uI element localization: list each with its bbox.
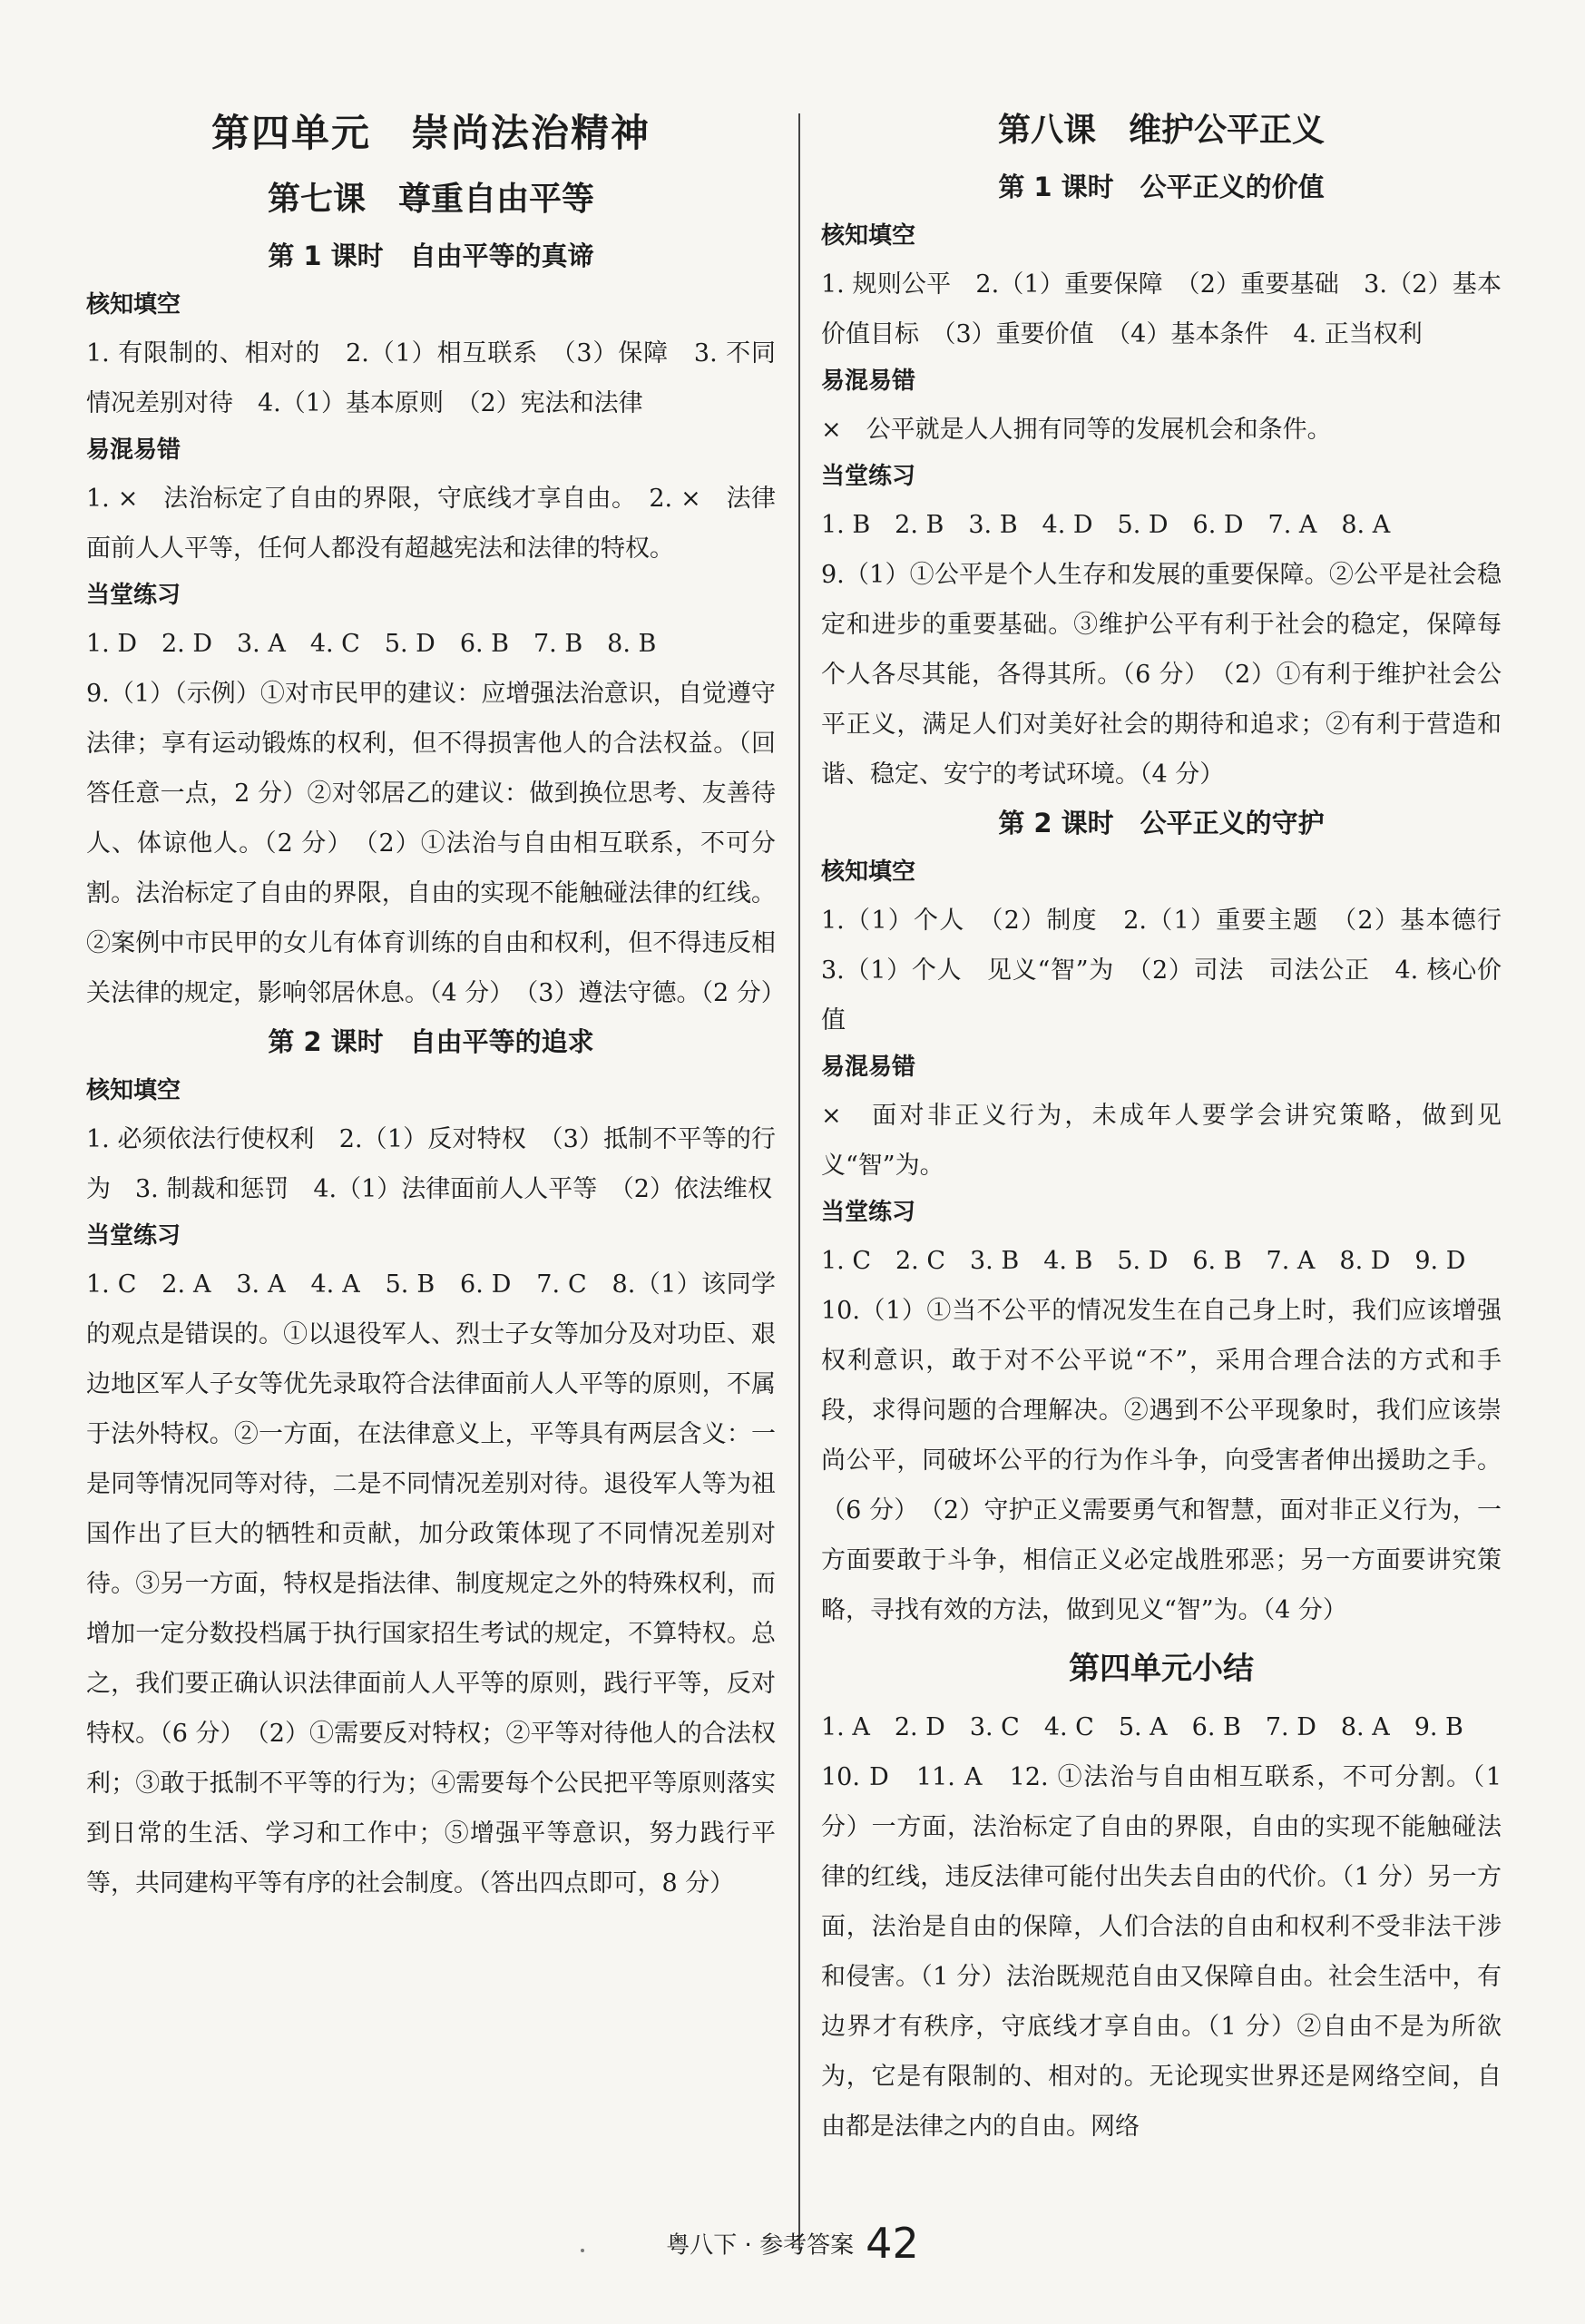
section-heading: 核知填空 xyxy=(821,222,916,250)
section-heading: 当堂练习 xyxy=(821,463,916,490)
choice-answers: 1. C 2. C 3. B 4. B 5. D 6. B 7. A 8. D 9. D xyxy=(821,1247,1466,1275)
confusion-answers: 1. × 法治标定了自由的界限，守底线才享自由。 2. × 法律面前人人平等，任何人都没有超越宪法和法律的特权。 xyxy=(86,485,776,563)
page-footer xyxy=(0,2219,1585,2268)
open-answer: 9.（1）①公平是个人生存和发展的重要保障。②公平是社会稳定和进步的重要基础。③维护公平有利于社会的稳定，保障每个人各尽其能，各得其所。（6 分） （2）①有利于维护社会公平正义，满足人们对美好社会的期待和追求；②有利于营造和谐、稳定、安宁的考试环境。（4 分） xyxy=(821,561,1502,789)
left-column xyxy=(86,100,786,1908)
column-divider xyxy=(798,113,800,2250)
practice-answers: 1. C 2. A 3. A 4. A 5. B 6. D 7. C 8.（1）该同学的观点是错误的。①以退役军人、烈士子女等加分及对功臣、艰边地区军人子女等优先录取符合法律面前人人平等的原则，不属于法外特权。②一方面，在法律意义上，平等具有两层含义：一是同等情况同等对待，二是不同情况差别对待。退役军人等为祖国作出了巨大的牺牲和贡献，加分政策体现了不同情况差别对待。③另一方面，特权是指法律、制度规定之外的特殊权利，而增加一定分数投档属于执行国家招生考试的规定，不算特权。总之，我们要正确认识法律面前人人平等的原则，践行平等，反对特权。（6 分） （2）①需要反对特权；②平等对待他人的合法权利；③敢于抵制不平等的行为；④需要每个公民把平等原则落实到日常的生活、学习和工作中；⑤增强平等意识，努力践行平等，共同建构平等有序的社会制度。（答出四点即可，8 分） xyxy=(86,1270,776,1897)
choice-answers: 1. D 2. D 3. A 4. C 5. D 6. B 7. B 8. B xyxy=(86,630,657,658)
section-heading: 易混易错 xyxy=(86,436,181,464)
page-number: 42 xyxy=(866,2219,919,2268)
unit-title: 第四单元 崇尚法治精神 xyxy=(210,111,651,155)
lesson-title-8: 第八课 维护公平正义 xyxy=(997,112,1325,149)
section-heading: 核知填空 xyxy=(821,858,916,886)
summary-answer: 10. D 11. A 12. ①法治与自由相互联系，不可分割。（1 分）一方面，法治标定了自由的界限，自由的实现不能触碰法律的红线，违反法律可能付出失去自由的代价。（1 分）另一方面，法治是自由的保障，人们合法的自由和权利不受非法干涉和侵害。（1 分）法治既规范自由又保障自由。社会生活中，有边界才有秩序，守底线才享自由。（1 分）②自由不是为所欲为，它是有限制的、相对的。无论现实世界还是网络空间，自由都是法律之内的自由。网络 xyxy=(821,1763,1502,2141)
period-title-7-2: 第 2 课时 自由平等的追求 xyxy=(268,1026,594,1057)
confusion-answers: × 面对非正义行为，未成年人要学会讲究策略，做到见义“智”为。 xyxy=(821,1102,1502,1180)
period-title-8-2: 第 2 课时 公平正义的守护 xyxy=(998,808,1325,838)
lesson-title-7: 第七课 尊重自由平等 xyxy=(267,181,594,218)
period-title-8-1: 第 1 课时 公平正义的价值 xyxy=(998,172,1325,202)
section-heading: 易混易错 xyxy=(821,368,916,395)
confusion-answers: × 公平就是人人拥有同等的发展机会和条件。 xyxy=(821,416,1332,444)
period-title-7-1: 第 1 课时 自由平等的真谛 xyxy=(268,240,594,271)
section-heading: 当堂练习 xyxy=(86,1222,181,1250)
section-heading: 当堂练习 xyxy=(86,582,181,609)
footer-label: 粤八下 · 参考答案 xyxy=(666,2231,855,2260)
choice-answers: 1. A 2. D 3. C 4. C 5. A 6. B 7. D 8. A 9. B xyxy=(821,1713,1463,1741)
section-heading: 核知填空 xyxy=(86,1077,181,1104)
section-heading: 核知填空 xyxy=(86,291,181,319)
right-column xyxy=(821,100,1526,2152)
unit-summary-title: 第四单元小结 xyxy=(1069,1651,1254,1687)
section-heading: 易混易错 xyxy=(821,1054,916,1081)
fill-answers: 1. 必须依法行使权利 2.（1）反对特权 （3）抵制不平等的行为 3. 制裁和惩罚 4.（1）法律面前人人平等 （2）依法维权 xyxy=(86,1125,776,1203)
fill-answers: 1. 规则公平 2.（1）重要保障 （2）重要基础 3.（2）基本价值目标 （3）重要价值 （4）基本条件 4. 正当权利 xyxy=(821,270,1502,348)
fill-answers: 1. 有限制的、相对的 2.（1）相互联系 （3）保障 3. 不同情况差别对待 4.（1）基本原则 （2）宪法和法律 xyxy=(86,339,776,417)
open-answer: 9.（1）（示例）①对市民甲的建议：应增强法治意识，自觉遵守法律；享有运动锻炼的权利，但不得损害他人的合法权益。（回答任意一点，2 分）②对邻居乙的建议：做到换位思考、友善待人、体谅他人。（2 分） （2）①法治与自由相互联系，不可分割。法治标定了自由的界限，自由的实现不能触碰法律的红线。②案例中市民甲的女儿有体育训练的自由和权利，但不得违反相关法律的规定，影响邻居休息。（4 分） （3）遵法守德。（2 分） xyxy=(86,680,786,1007)
open-answer: 10.（1）①当不公平的情况发生在自己身上时，我们应该增强权利意识，敢于对不公平说“不”，采用合理合法的方式和手段，求得问题的合理解决。②遇到不公平现象时，我们应该崇尚公平，同破坏公平的行为作斗争，向受害者伸出援助之手。（6 分） （2）守护正义需要勇气和智慧，面对非正义行为，一方面要敢于斗争，相信正义必定战胜邪恶；另一方面要讲究策略，寻找有效的方法，做到见义“智”为。（4 分） xyxy=(821,1297,1502,1624)
section-heading: 当堂练习 xyxy=(821,1199,916,1226)
choice-answers: 1. B 2. B 3. B 4. D 5. D 6. D 7. A 8. A xyxy=(821,511,1391,539)
fill-answers: 1.（1）个人 （2）制度 2.（1）重要主题 （2）基本德行 3.（1）个人 见义“智”为 （2）司法 司法公正 4. 核心价值 xyxy=(821,907,1526,1035)
